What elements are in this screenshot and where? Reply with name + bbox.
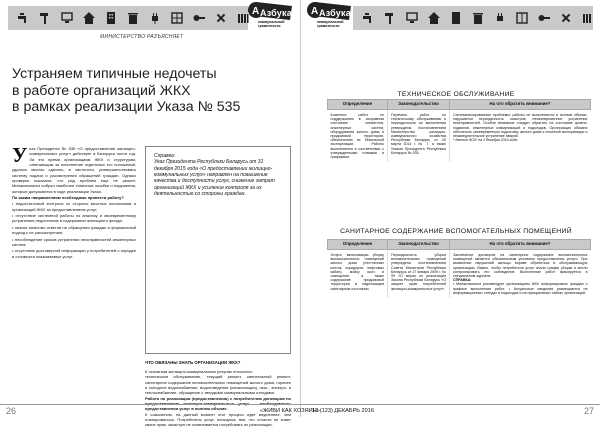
table-cell: Систематизированные проблемы: работы не выполняются в полном объеме, нарушается периодичность осмотров, несвоевременное устранение неисправностей. Особое внимание следует обратить на состояние кровли, подвалов, инженерных коммуникаций и подъездов. Организация обязана обеспечить своевременную подготовку жилого дома к сезонной эксплуатации и незамедлительное устранение аварий. * данные ЖЭУ на 1 декабря 2016 года	[450, 110, 591, 163]
rubric: МИНИСТЕРСТВО РАЗЪЯСНЯЕТ	[100, 34, 184, 40]
building-icon	[449, 11, 463, 25]
article-paragraph: По каким направлениям необходимо провести работу?	[12, 195, 124, 201]
article-text	[145, 369, 291, 428]
table-cell: Перечень работ по техническому обслуживанию и периодичность их выполнения утверждены постановлением Министерства жилищно-коммунального хозяйства Республики Беларусь от 20 марта 2014 г. № 7, а также Указом Президента Республики Беларусь № 535.	[388, 110, 450, 163]
drop-cap: У	[12, 143, 28, 167]
radiator-icon	[581, 11, 595, 25]
window-icon	[515, 11, 529, 25]
svg-text:А: А	[311, 6, 319, 17]
article-paragraph: К основным жилищно-коммунальным услугам относятся:	[145, 369, 253, 374]
computer-icon	[405, 11, 419, 25]
logo-tagline: коммунальной грамотности	[258, 20, 285, 29]
subheading: ЧТО ОБЯЗАНЫ ЗНАТЬ ОРГАНИЗАЦИИ ЖКХ?	[145, 360, 241, 365]
table-header-row	[328, 240, 591, 250]
section-title-sanitation: САНИТАРНОЕ СОДЕРЖАНИЕ ВСПОМОГАТЕЛЬНЫХ ПОМЕЩЕНИЙ	[340, 228, 572, 235]
table-header: Определение	[328, 100, 388, 110]
house-icon	[82, 11, 96, 25]
table-header: На что обратить внимание?	[450, 240, 591, 250]
svg-text:А: А	[252, 6, 260, 17]
bullet-item: • низкое качество ответов на обращения граждан и формальный подход к их рассмотрению;	[12, 224, 136, 236]
building-icon	[104, 11, 118, 25]
plug-icon	[493, 11, 507, 25]
note-head: СПРАВКА:	[453, 278, 472, 283]
headline-line: в работе организаций ЖКХ	[12, 82, 191, 99]
page-number-left: 26	[6, 406, 17, 416]
table-cell: Услуга, включающая уборку вспомогательных помещений жилого дома (лестничных клеток, коридоров, лифтовых кабин), мойку окон и освещение, а также содержание придомовой территории в надлежащем санитарном состоянии.	[330, 253, 384, 291]
key-icon	[537, 11, 551, 25]
issue-info: 12 (123) ДЕКАБРЬ 2016	[312, 408, 374, 414]
table-header-row	[328, 100, 591, 110]
table-header: Законодательство	[388, 100, 450, 110]
reference-text: Указ Президента Республики Беларусь от 31 декабря 2015 года «О предоставлении жилищно-коммунальных услуг» направлен на повышение качества и доступности услуг, снижение затрат организаций ЖКХ и усиление контроля за их деятельностью со стороны граждан.	[154, 159, 275, 198]
icon-strip	[8, 6, 248, 30]
tools-icon	[214, 11, 228, 25]
table-cell: Периодичность уборки вспомогательных помещений утверждена постановлением Совета Министров Республики Беларусь от 27 января 2009 г. № 99 «О мерах по реализации Закона Республики Беларусь «О защите прав потребителей жилищно-коммунальных услуг».	[388, 250, 450, 299]
key-icon	[192, 11, 206, 25]
bullet-item: • отсутствие достоверной информации у потребителей о порядке и стоимости оказываемых услуг.	[12, 248, 136, 259]
azbuka-logo	[305, 2, 353, 42]
table-row	[328, 110, 591, 163]
table-header: На что обратить внимание?	[450, 100, 591, 110]
house-icon	[427, 11, 441, 25]
reference-head: Справка:	[154, 153, 176, 159]
tools-icon	[559, 11, 573, 25]
article-column-1	[12, 143, 136, 260]
page-number-right: 27	[583, 406, 594, 416]
logo-word: Азбука	[260, 8, 292, 18]
plug-icon	[148, 11, 162, 25]
section-title-maintenance: ТЕХНИЧЕСКОЕ ОБСЛУЖИВАНИЕ	[397, 91, 515, 98]
window-icon	[170, 11, 184, 25]
hammer-icon	[38, 11, 52, 25]
footnote: * данные ЖЭУ на 1 декабря 2016 года	[453, 138, 518, 143]
table-row	[328, 250, 591, 299]
logo-tagline: коммунальной грамотности	[317, 20, 344, 29]
computer-icon	[60, 11, 74, 25]
bullet-item: • отсутствие системной работы по анализу и своевременному устранению недостатков в содержании жилищного фонда;	[12, 213, 136, 224]
headline-line: Устраняем типичные недочеты	[12, 66, 217, 82]
table-cell: Заключение договоров на санитарное содержание вспомогательных помещений является обязательным условием предоставления услуги. При выявлении нарушений жильцы вправе обратиться в обслуживающую организацию. Важно, чтобы потребители услуг знали график уборки и могли контролировать его соблюдение. Выполнение работ фиксируется в специальном журнале. СПРАВКА: • Минжилкомхоз рекомендует организациям ЖКХ информировать граждан о графике выполнения работ. • Актуальные сведения размещаются на информационных стендах в подъездах и на официальных сайтах организаций.	[450, 250, 591, 299]
maintenance-table	[327, 99, 591, 162]
article-column-2	[145, 146, 291, 428]
table-cell: Комплекс работ по поддержанию в исправном состоянии элементов, инженерных систем, оборудования жилого дома и придомовой территории, обеспечению их безопасной эксплуатации. Работы выполняются в соответствии с утвержденными планами и графиками.	[330, 113, 384, 160]
article-paragraph: техническое обслуживание, текущий ремонт, капитальный ремонт, санитарное содержание вспомогательных помещений жилого дома, горячее и холодное водоснабжение, водоотведение (канализация), газо-, электро- и теплоснабжение, обращение с твердыми коммунальными отходами.	[145, 374, 291, 396]
reference-box	[145, 146, 291, 354]
bullet-item: • недостаточный контроль со стороны местных исполкомов и организаций ЖКХ за предоставлением услуг;	[12, 201, 136, 212]
logo-word: Азбука	[319, 8, 351, 18]
bullet-item: • несоблюдение сроков устранения неисправностей инженерных систем;	[12, 236, 136, 247]
magazine-name: «ЖИВИ КАК ХОЗЯИН»	[260, 408, 320, 414]
right-page	[300, 0, 600, 417]
table-header: Законодательство	[388, 240, 450, 250]
article-paragraph: Работа по реализации (предоставлению) с потребителем договоров по предоставлению жилищно-коммунальных услуг – необходимость предоставления услуг в полном объеме.	[145, 395, 291, 412]
article-paragraph: Указ Президента № 535 «О предоставлении жилищно-коммунальных услуг» действует в Беларуси почти год. За это время организациям ЖКХ и структурам, отвечающим за исполнение отдельных его положений, удалось многое сделать, в частности, усовершенствовать систему подачи и рассмотрения обращений граждан. Однако проверки показали, что ряд проблем еще не решен. Минжилкомхоз собрал наиболее типичные ошибки и нарушения, которые допускаются в ходе реализации Указа.	[12, 143, 136, 194]
trash-bin-icon	[471, 11, 485, 25]
azbuka-logo	[246, 2, 294, 42]
headline-line: в рамках реализации Указа № 535	[12, 99, 241, 115]
trash-bin-icon	[126, 11, 140, 25]
page-footer	[0, 404, 600, 417]
table-header: Определение	[328, 240, 388, 250]
headline	[12, 66, 292, 116]
icon-strip	[353, 6, 593, 30]
hammer-icon	[383, 11, 397, 25]
sanitation-table	[327, 239, 591, 298]
note-text: • Минжилкомхоз рекомендует организациям ЖКХ информировать граждан о графике выполнения работ. • Актуальные сведения размещаются на информационных стендах в подъездах и на официальных сайтах организаций.	[453, 282, 588, 295]
faucet-icon	[361, 11, 375, 25]
faucet-icon	[16, 11, 30, 25]
article-paragraph: К сожалению, на данный момент этот процесс идет медленнее, чем планировалось. Потребитель услуг, пользуясь тем, что отчасти не знает своих прав, зачастую не осмеливается потребовать их реализации.	[145, 411, 291, 428]
